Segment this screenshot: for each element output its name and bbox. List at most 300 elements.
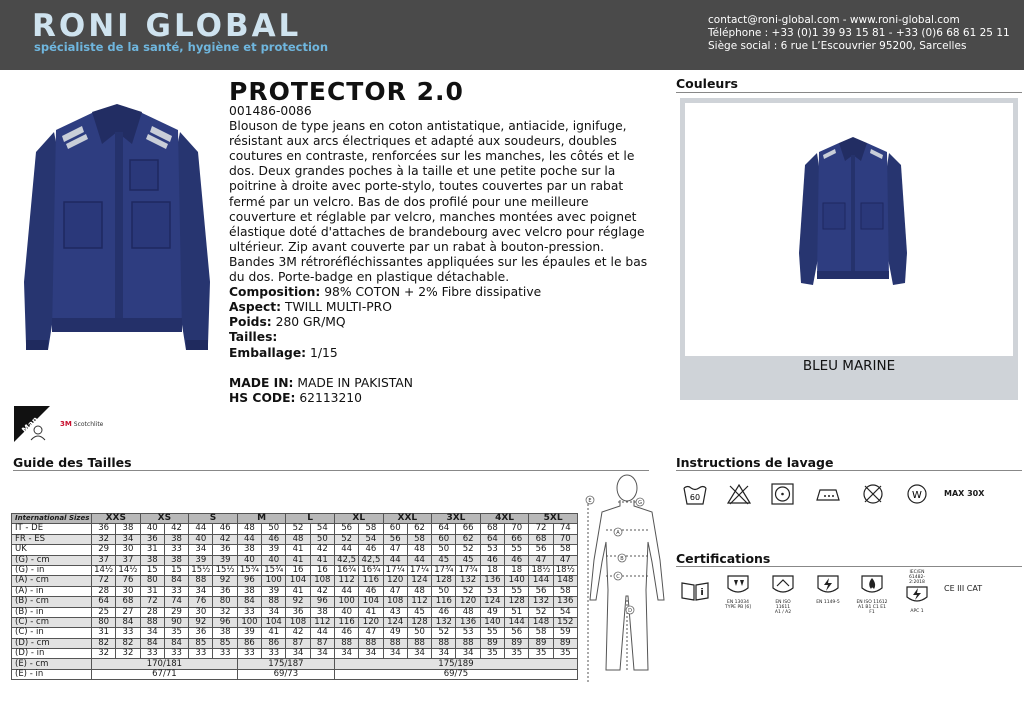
- table-cell: 64: [480, 534, 504, 544]
- table-cell: 46: [262, 534, 286, 544]
- table-cell: 132: [529, 597, 553, 607]
- cert-en11611: [768, 574, 798, 615]
- divider: [676, 566, 1022, 567]
- size-table-header: [12, 514, 578, 524]
- table-cell: 18: [505, 565, 529, 575]
- table-cell: 136: [553, 597, 577, 607]
- table-cell: 82: [92, 638, 116, 648]
- cert-sub: TYPE PB [6]: [724, 605, 752, 610]
- table-cell: 38: [140, 555, 164, 565]
- table-cell: 108: [286, 617, 310, 627]
- table-cell: 33: [164, 586, 188, 596]
- table-cell: 33: [189, 649, 213, 659]
- table-cell: 34: [407, 649, 431, 659]
- table-cell: 16: [310, 565, 334, 575]
- table-cell: 36: [213, 586, 237, 596]
- row-label: (G) - cm: [12, 555, 92, 565]
- product-details: [229, 104, 649, 406]
- cert-label: EN 13034: [727, 600, 749, 605]
- table-cell: 88: [140, 617, 164, 627]
- table-cell: 35: [164, 628, 188, 638]
- chemical-protection-icon: [724, 574, 752, 596]
- table-cell: 33: [164, 545, 188, 555]
- table-cell: 112: [334, 576, 358, 586]
- table-cell: 85: [213, 638, 237, 648]
- product-title: PROTECTOR 2.0: [229, 77, 464, 106]
- table-row: [12, 576, 578, 586]
- table-cell: 80: [92, 617, 116, 627]
- table-cell: 120: [359, 617, 383, 627]
- spec-label: Aspect:: [229, 300, 282, 315]
- table-cell: 92: [213, 576, 237, 586]
- table-cell: 124: [383, 617, 407, 627]
- table-cell: 67/71: [92, 669, 238, 679]
- table-cell: 56: [529, 586, 553, 596]
- table-cell: 86: [237, 638, 261, 648]
- table-cell: 144: [505, 617, 529, 627]
- table-cell: 35: [553, 649, 577, 659]
- table-cell: 112: [310, 617, 334, 627]
- table-cell: 84: [237, 597, 261, 607]
- table-cell: 42: [164, 524, 188, 534]
- table-cell: 14½: [92, 565, 116, 575]
- table-cell: 128: [505, 597, 529, 607]
- contact-line-phone: Téléphone : +33 (0)1 39 93 15 81 - +33 (0)6 68 61 25 11: [708, 27, 1010, 39]
- table-cell: 46: [213, 524, 237, 534]
- diagram-letter-a: A: [616, 530, 620, 536]
- no-dry-clean-icon: [860, 482, 886, 506]
- table-cell: 76: [116, 576, 140, 586]
- table-cell: 40: [237, 555, 261, 565]
- table-cell: 34: [456, 649, 480, 659]
- table-cell: 38: [237, 545, 261, 555]
- table-cell: 47: [553, 555, 577, 565]
- table-cell: 46: [334, 628, 358, 638]
- size-header-cell: XS: [140, 514, 189, 524]
- welding-protection-icon: [768, 574, 798, 596]
- table-cell: 34: [262, 607, 286, 617]
- table-cell: 31: [140, 586, 164, 596]
- row-label: (C) - cm: [12, 617, 92, 627]
- diagram-letter-d: D: [628, 608, 632, 614]
- table-row: [12, 524, 578, 534]
- table-cell: 42: [310, 545, 334, 555]
- table-cell: 46: [505, 555, 529, 565]
- iron-icon: [814, 482, 842, 506]
- table-cell: 88: [189, 576, 213, 586]
- table-cell: 38: [213, 628, 237, 638]
- table-cell: 69/73: [237, 669, 334, 679]
- max-wash-label: MAX 30X: [944, 489, 985, 498]
- table-cell: 44: [189, 524, 213, 534]
- table-cell: 16¾: [334, 565, 358, 575]
- brand-tagline: spécialiste de la santé, hygiène et protection: [34, 40, 329, 54]
- table-cell: 34: [359, 649, 383, 659]
- cert-label: EN 1149-5: [816, 600, 840, 605]
- table-cell: 15½: [189, 565, 213, 575]
- table-cell: 88: [407, 638, 431, 648]
- table-cell: 30: [116, 545, 140, 555]
- spec-label: Poids:: [229, 315, 272, 330]
- table-cell: 88: [456, 638, 480, 648]
- table-cell: 32: [92, 649, 116, 659]
- table-cell: 84: [164, 576, 188, 586]
- table-cell: 29: [92, 545, 116, 555]
- table-cell: 32: [92, 534, 116, 544]
- page-header: [0, 0, 1024, 70]
- table-cell: 70: [505, 524, 529, 534]
- table-cell: 58: [407, 534, 431, 544]
- size-guide-heading: Guide des Tailles: [13, 455, 132, 470]
- table-cell: 69/75: [334, 669, 577, 679]
- table-cell: 116: [334, 617, 358, 627]
- spec-composition: [229, 285, 649, 300]
- table-cell: 39: [237, 628, 261, 638]
- table-cell: 40: [189, 534, 213, 544]
- table-cell: 52: [529, 607, 553, 617]
- table-cell: 33: [237, 607, 261, 617]
- table-cell: 100: [334, 597, 358, 607]
- table-cell: 84: [116, 617, 140, 627]
- table-cell: 15½: [213, 565, 237, 575]
- table-row: [12, 638, 578, 648]
- table-cell: 88: [432, 638, 456, 648]
- table-cell: 44: [407, 555, 431, 565]
- wash-60-icon: [682, 482, 708, 506]
- table-cell: 52: [456, 545, 480, 555]
- table-cell: 52: [432, 628, 456, 638]
- table-cell: 31: [140, 545, 164, 555]
- table-cell: 42: [310, 586, 334, 596]
- table-cell: 17¾: [432, 565, 456, 575]
- size-header-cell: L: [286, 514, 335, 524]
- table-cell: 28: [140, 607, 164, 617]
- table-cell: 42,5: [359, 555, 383, 565]
- table-row: [12, 555, 578, 565]
- flame-protection-icon: [856, 574, 888, 596]
- table-cell: 49: [480, 607, 504, 617]
- table-cell: 58: [553, 545, 577, 555]
- cert-en1149: [814, 574, 842, 605]
- table-cell: 40: [262, 555, 286, 565]
- table-cell: 45: [456, 555, 480, 565]
- table-cell: 88: [262, 597, 286, 607]
- table-cell: 41: [262, 628, 286, 638]
- table-cell: 36: [92, 524, 116, 534]
- cert-sub: APC 1: [910, 609, 924, 614]
- table-cell: 52: [286, 524, 310, 534]
- table-cell: 36: [213, 545, 237, 555]
- origin-label: MADE IN:: [229, 375, 294, 390]
- table-cell: 64: [92, 597, 116, 607]
- spec-value: 280 GR/MQ: [275, 315, 346, 330]
- table-cell: 144: [529, 576, 553, 586]
- table-cell: 16: [286, 565, 310, 575]
- tumble-dry-icon: [770, 482, 796, 506]
- color-swatch-card[interactable]: [680, 98, 1018, 400]
- table-row: [12, 545, 578, 555]
- origin-value: MADE IN PAKISTAN: [297, 375, 413, 390]
- row-label: IT - DE: [12, 524, 92, 534]
- table-cell: 140: [480, 617, 504, 627]
- cert-sub: A1 B1 C1 E1 F1: [858, 605, 886, 615]
- table-cell: 55: [505, 586, 529, 596]
- table-cell: 50: [310, 534, 334, 544]
- spacer: [229, 361, 649, 376]
- table-cell: 47: [359, 628, 383, 638]
- table-cell: 38: [310, 607, 334, 617]
- table-cell: 140: [505, 576, 529, 586]
- diagram-letter-e: E: [588, 498, 592, 504]
- table-cell: 56: [383, 534, 407, 544]
- table-cell: 74: [553, 524, 577, 534]
- table-row: [12, 617, 578, 627]
- table-cell: 34: [286, 649, 310, 659]
- brand-3m-mark: 3M: [60, 420, 72, 428]
- cert-label: EN ISO 11611: [775, 600, 791, 610]
- table-cell: 43: [383, 607, 407, 617]
- size-header-cell: XXS: [92, 514, 141, 524]
- table-cell: 90: [164, 617, 188, 627]
- table-cell: 108: [310, 576, 334, 586]
- row-label: (G) - in: [12, 565, 92, 575]
- table-cell: 74: [164, 597, 188, 607]
- table-cell: 33: [262, 649, 286, 659]
- table-cell: 51: [505, 607, 529, 617]
- table-cell: 34: [189, 586, 213, 596]
- contact-line-address: Siège social : 6 rue L’Escouvrier 95200, Sarcelles: [708, 40, 967, 52]
- table-cell: 68: [529, 534, 553, 544]
- table-cell: 42: [286, 628, 310, 638]
- certifications-heading: Certifications: [676, 551, 771, 566]
- spec-label: Tailles:: [229, 330, 278, 345]
- table-row: [12, 669, 578, 679]
- table-cell: 46: [359, 545, 383, 555]
- table-cell: 92: [286, 597, 310, 607]
- spec-label: Emballage:: [229, 345, 307, 360]
- table-cell: 34: [116, 534, 140, 544]
- table-cell: 44: [237, 534, 261, 544]
- table-cell: 15: [164, 565, 188, 575]
- table-cell: 37: [116, 555, 140, 565]
- table-cell: 40: [140, 524, 164, 534]
- size-header-cell: XL: [334, 514, 383, 524]
- table-cell: 100: [262, 576, 286, 586]
- table-cell: 46: [359, 586, 383, 596]
- table-cell: 52: [334, 534, 358, 544]
- table-cell: 39: [262, 545, 286, 555]
- table-cell: 17¼: [407, 565, 431, 575]
- table-cell: 80: [213, 597, 237, 607]
- made-in: [229, 376, 649, 391]
- table-cell: 50: [262, 524, 286, 534]
- table-row: [12, 628, 578, 638]
- colors-heading: Couleurs: [676, 76, 738, 91]
- size-header-label: International Sizes: [12, 514, 92, 524]
- table-cell: 35: [529, 649, 553, 659]
- table-cell: 82: [116, 638, 140, 648]
- origin-value: 62113210: [299, 390, 362, 405]
- table-cell: 120: [456, 597, 480, 607]
- table-cell: 18½: [553, 565, 577, 575]
- table-cell: 39: [189, 555, 213, 565]
- table-cell: 40: [334, 607, 358, 617]
- table-cell: 58: [529, 628, 553, 638]
- electric-arc-icon: [902, 585, 932, 605]
- product-description: Blouson de type jeans en coton antistatique, antiacide, ignifuge, résistant aux arcs électriques et adapté aux soudeurs, doubles coutures en contraste, renforcées sur les manches, les côtés et le dos. Deux grandes poches à la taille et une petite poche sur la poitrine à droite avec porte-stylo, toutes couvertes par un rabat fermé par un velcro. Bas de dos profilé pour une meilleure couverture et réglable par velcro, manches montées avec poignet élastique doté d'attaches de brandebourg avec velcro pour réglage ultérieur. Zip avant couverte par un rabat à bouton-pression. Bandes 3M rétroréfléchissantes appliquées sur les épaules et le bas du dos. Porte-badge en plastique détachable.: [229, 119, 648, 285]
- table-cell: 47: [529, 555, 553, 565]
- spec-value: 98% COTON + 2% Fibre dissipative: [324, 285, 542, 300]
- table-cell: 45: [432, 555, 456, 565]
- manual-info-icon: [680, 580, 710, 602]
- spec-value: 1/15: [310, 345, 338, 360]
- table-cell: 85: [189, 638, 213, 648]
- table-cell: 54: [359, 534, 383, 544]
- table-cell: 54: [553, 607, 577, 617]
- table-cell: 30: [116, 586, 140, 596]
- svg-text:i: i: [700, 588, 704, 598]
- diagram-letter-c: C: [616, 574, 620, 580]
- table-cell: 64: [432, 524, 456, 534]
- brand-3m-logo: [60, 420, 103, 428]
- table-cell: 124: [407, 576, 431, 586]
- row-label: (D) - in: [12, 649, 92, 659]
- table-cell: 76: [189, 597, 213, 607]
- table-cell: 34: [310, 649, 334, 659]
- table-cell: 148: [553, 576, 577, 586]
- table-cell: 15¾: [237, 565, 261, 575]
- contact-info: [708, 14, 1010, 53]
- table-cell: 56: [529, 545, 553, 555]
- table-cell: 35: [505, 649, 529, 659]
- row-label: (E) - in: [12, 669, 92, 679]
- table-cell: 89: [480, 638, 504, 648]
- table-cell: 96: [237, 576, 261, 586]
- contact-line-email: contact@roni-global.com - www.roni-global.com: [708, 14, 960, 26]
- color-name: BLEU MARINE: [802, 358, 896, 374]
- product-photo: [14, 82, 220, 372]
- table-cell: 89: [505, 638, 529, 648]
- spec-value: TWILL MULTI-PRO: [285, 300, 392, 315]
- table-cell: 44: [383, 555, 407, 565]
- table-cell: 72: [92, 576, 116, 586]
- antistatic-icon: [814, 574, 842, 596]
- table-cell: 33: [140, 649, 164, 659]
- diagram-letter-g: G: [638, 500, 642, 506]
- washing-heading: Instructions de lavage: [676, 455, 834, 470]
- table-cell: 37: [92, 555, 116, 565]
- gender-badge-label: Man: [20, 414, 41, 435]
- table-cell: 33: [116, 628, 140, 638]
- table-cell: 41: [310, 555, 334, 565]
- row-label: (C) - in: [12, 628, 92, 638]
- table-row: [12, 586, 578, 596]
- table-cell: 70: [553, 534, 577, 544]
- table-cell: 46: [432, 607, 456, 617]
- row-label: (B) - in: [12, 607, 92, 617]
- table-cell: 136: [480, 576, 504, 586]
- table-cell: 80: [140, 576, 164, 586]
- table-cell: 60: [383, 524, 407, 534]
- table-cell: 32: [213, 607, 237, 617]
- size-header-cell: S: [189, 514, 238, 524]
- table-cell: 41: [286, 555, 310, 565]
- table-cell: 34: [432, 649, 456, 659]
- spec-packaging: [229, 346, 649, 361]
- table-row: [12, 534, 578, 544]
- table-cell: 104: [359, 597, 383, 607]
- table-cell: 34: [140, 628, 164, 638]
- cert-en13034: [724, 574, 752, 610]
- table-cell: 44: [334, 586, 358, 596]
- spec-aspect: [229, 300, 649, 315]
- row-label: (D) - cm: [12, 638, 92, 648]
- table-cell: 66: [505, 534, 529, 544]
- table-cell: 48: [407, 545, 431, 555]
- ce-mark: CE III CAT: [944, 584, 983, 593]
- table-cell: 38: [164, 534, 188, 544]
- table-cell: 38: [116, 524, 140, 534]
- table-cell: 18½: [529, 565, 553, 575]
- table-cell: 66: [456, 524, 480, 534]
- table-cell: 116: [359, 576, 383, 586]
- wet-clean-label: W: [912, 490, 922, 501]
- table-cell: 55: [480, 628, 504, 638]
- size-table: [11, 513, 578, 680]
- table-cell: 120: [383, 576, 407, 586]
- table-cell: 104: [286, 576, 310, 586]
- table-cell: 41: [286, 545, 310, 555]
- table-cell: 60: [432, 534, 456, 544]
- table-cell: 175/187: [237, 659, 334, 669]
- table-cell: 47: [383, 586, 407, 596]
- table-cell: 28: [92, 586, 116, 596]
- table-cell: 38: [164, 555, 188, 565]
- table-cell: 104: [262, 617, 286, 627]
- table-cell: 31: [92, 628, 116, 638]
- table-cell: 96: [213, 617, 237, 627]
- spec-label: Composition:: [229, 285, 321, 300]
- table-cell: 48: [237, 524, 261, 534]
- table-cell: 25: [92, 607, 116, 617]
- table-cell: 132: [432, 617, 456, 627]
- body-measurement-diagram: [584, 470, 670, 692]
- size-header-cell: XXL: [383, 514, 432, 524]
- table-cell: 49: [383, 628, 407, 638]
- table-row: [12, 649, 578, 659]
- table-cell: 88: [334, 638, 358, 648]
- certification-icons: [680, 570, 1010, 615]
- size-header-cell: 3XL: [432, 514, 481, 524]
- table-cell: 175/189: [334, 659, 577, 669]
- table-row: [12, 565, 578, 575]
- origin-label: HS CODE:: [229, 390, 296, 405]
- table-cell: 33: [237, 649, 261, 659]
- table-cell: 15: [140, 565, 164, 575]
- table-cell: 84: [164, 638, 188, 648]
- table-cell: 39: [213, 555, 237, 565]
- divider: [676, 470, 1022, 471]
- table-cell: 128: [432, 576, 456, 586]
- table-cell: 39: [262, 586, 286, 596]
- cert-label: IEC/EN 61482-2:2018: [909, 570, 925, 585]
- diagram-letter-b: B: [620, 556, 624, 562]
- table-cell: 116: [432, 597, 456, 607]
- cert-en11612: [856, 574, 888, 615]
- spec-weight: [229, 315, 649, 330]
- table-cell: 56: [334, 524, 358, 534]
- table-cell: 62: [407, 524, 431, 534]
